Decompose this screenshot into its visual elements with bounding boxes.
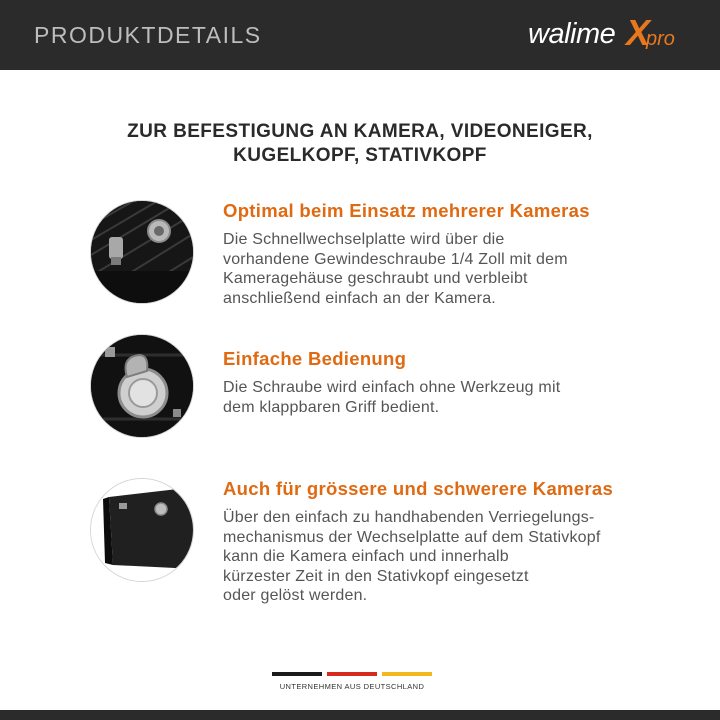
description-line: mechanismus der Wechselplatte auf dem Stativkopf (223, 528, 601, 546)
description-line: Die Schnellwechselplatte wird über die (223, 231, 505, 248)
description-line: Die Schraube wird einfach ohne Werkzeug mit (223, 379, 561, 396)
feature-easy-operation (90, 348, 690, 468)
feature-description (223, 230, 693, 308)
feature-title: Optimal beim Einsatz mehrerer Kameras (223, 200, 590, 221)
plate-side-image (91, 479, 194, 582)
german-flag-stripes (272, 672, 432, 678)
flag-stripe-gold (382, 672, 432, 676)
description-line: anschließend einfach an der Kamera. (223, 289, 496, 307)
quick-release-plate-photo (90, 200, 194, 304)
headline-line-2: KUGELKOPF, STATIVKOPF (233, 145, 487, 166)
plate-side-photo (90, 478, 194, 582)
made-in-germany-label: UNTERNEHMEN AUS DEUTSCHLAND (279, 682, 425, 691)
description-line: kann die Kamera einfach und innerhalb (223, 548, 509, 566)
walimex-pro-logo (528, 14, 688, 54)
feature-heavier-cameras (90, 478, 690, 605)
footer-bar (0, 710, 720, 720)
feature-multiple-cameras (90, 200, 690, 320)
feature-title: Auch für grössere und schwerere Kameras (223, 478, 614, 499)
feature-description (223, 378, 693, 417)
section-headline (60, 120, 660, 168)
logo-x: X (626, 12, 651, 53)
description-line: vorhandene Gewindeschraube 1/4 Zoll mit dem (223, 250, 568, 268)
flag-stripe-black (272, 672, 322, 676)
page-title: PRODUKTDETAILS (34, 22, 262, 48)
logo-word: walime (528, 18, 616, 50)
description-line: oder gelöst werden. (223, 587, 368, 605)
plate-closeup-image (91, 201, 194, 304)
header-bar (0, 0, 720, 70)
feature-title: Einfache Bedienung (223, 348, 407, 369)
headline-line-1: ZUR BEFESTIGUNG AN KAMERA, VIDEONEIGER, (127, 121, 593, 142)
screw-handle-photo (90, 334, 194, 438)
feature-description (223, 508, 693, 606)
logo-pro: pro (646, 28, 675, 50)
description-line: Kameragehäuse geschraubt und verbleibt (223, 270, 528, 288)
screw-closeup-image (91, 335, 194, 438)
description-line: dem klappbaren Griff bedient. (223, 398, 440, 416)
description-line: kürzester Zeit in den Stativkopf eingesetzt (223, 567, 529, 585)
flag-stripe-red (327, 672, 377, 676)
description-line: Über den einfach zu handhabenden Verriegelungs- (223, 509, 595, 526)
